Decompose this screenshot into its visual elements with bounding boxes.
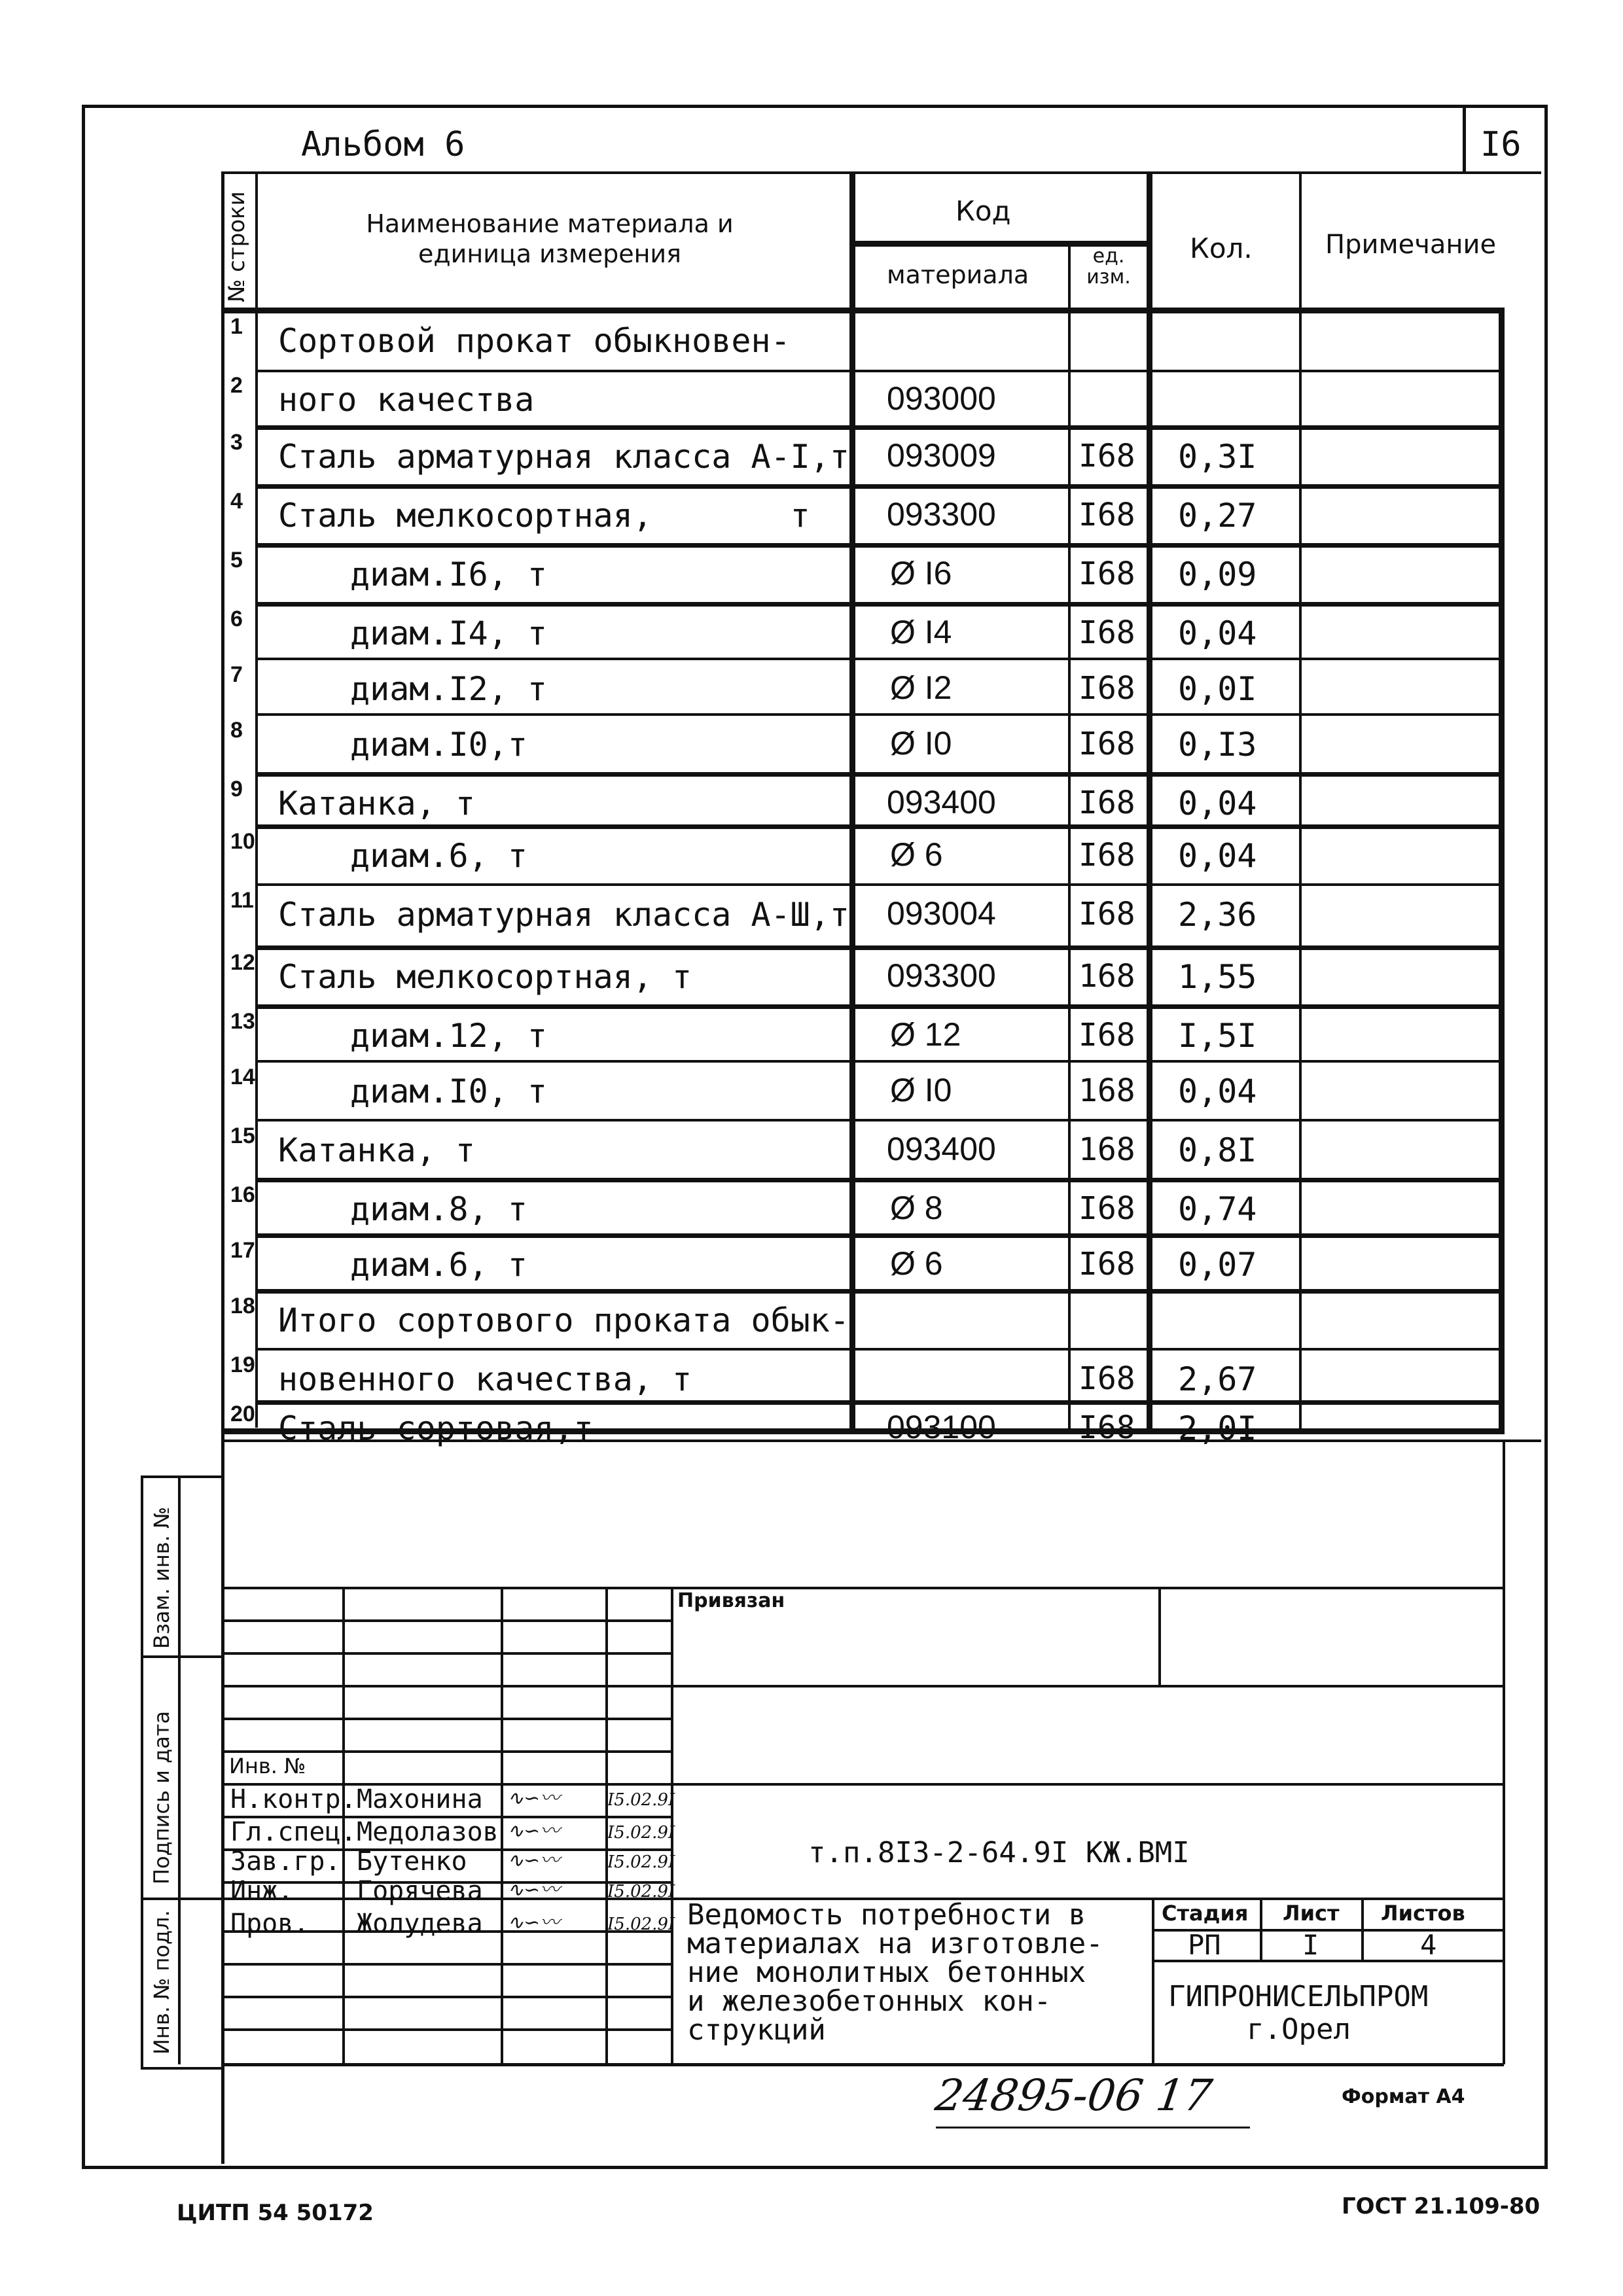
org-city: г.Орел bbox=[1247, 2013, 1351, 2046]
row-number: 5 bbox=[230, 548, 243, 573]
row-qty: 0,04 bbox=[1178, 1072, 1257, 1110]
row-qty: 2,67 bbox=[1178, 1360, 1257, 1398]
doc-title-line-5: струкций bbox=[687, 2013, 826, 2047]
signer-name: Махонина bbox=[357, 1784, 483, 1814]
row-separator bbox=[255, 824, 1502, 829]
doc-title bbox=[687, 1898, 1103, 2047]
row-number: 16 bbox=[230, 1182, 255, 1207]
row-name: Катанка, т bbox=[278, 1131, 476, 1169]
doc-title-line-1: Ведомость потребности в bbox=[687, 1898, 1086, 1932]
signature-mark: ∿∽〰 bbox=[507, 1911, 560, 1934]
row-unit: I68 bbox=[1079, 785, 1135, 821]
stamp-top-line bbox=[221, 1439, 1541, 1442]
signer-date: I5.02.9I bbox=[607, 1790, 675, 1810]
stamp-line-e bbox=[221, 1718, 671, 1720]
stamp-line-d bbox=[221, 1685, 1504, 1687]
header-code-unit: ед. изм. bbox=[1086, 245, 1131, 289]
row-name: диам.8, т bbox=[350, 1190, 527, 1228]
stamp-line-m bbox=[221, 1963, 671, 1966]
row-name: Катанка, т bbox=[278, 785, 476, 822]
row-number: 7 bbox=[230, 662, 243, 687]
signer-name: Жолудева bbox=[357, 1909, 483, 1939]
row-name: диам.I4, т bbox=[350, 614, 548, 652]
signer-role: Зав.гр. bbox=[230, 1846, 341, 1877]
row-qty: 0,04 bbox=[1178, 837, 1257, 875]
row-name: диам.I2, т bbox=[350, 670, 548, 708]
col-sep-note bbox=[1299, 171, 1302, 1431]
row-separator bbox=[255, 1060, 1502, 1063]
row-name: Сталь арматурная класса А-I,т bbox=[278, 438, 849, 476]
row-qty: 0,0I bbox=[1178, 670, 1257, 708]
side-label-inv: Инв. № подл. bbox=[149, 1910, 174, 2055]
header-code-material: материала bbox=[887, 260, 1029, 289]
row-qty: 0,27 bbox=[1178, 497, 1257, 535]
row-code: 093400 bbox=[887, 784, 996, 821]
footer-left: ЦИТП 54 50172 bbox=[177, 2200, 374, 2226]
row-code: Ø 6 bbox=[890, 1245, 943, 1282]
stamp-line-c bbox=[221, 1652, 671, 1655]
row-number: 20 bbox=[230, 1402, 255, 1426]
side-label-podpis: Подпись и дата bbox=[149, 1710, 174, 1884]
row-separator bbox=[255, 543, 1502, 548]
row-code: 093004 bbox=[887, 895, 996, 932]
album-label: Альбом 6 bbox=[301, 125, 465, 164]
row-separator bbox=[255, 1004, 1502, 1009]
row-separator bbox=[255, 1178, 1502, 1182]
row-code: Ø I4 bbox=[890, 614, 952, 650]
row-unit: I68 bbox=[1079, 1017, 1135, 1053]
row-unit: 168 bbox=[1079, 1072, 1135, 1109]
signature-mark: ∿∽〰 bbox=[507, 1849, 560, 1872]
row-number: 9 bbox=[230, 777, 243, 802]
row-qty: 0,09 bbox=[1178, 556, 1257, 593]
row-code: 093300 bbox=[887, 496, 996, 533]
row-unit: I68 bbox=[1079, 497, 1135, 533]
format-label: Формат А4 bbox=[1342, 2085, 1465, 2108]
signer-date: I5.02.9I bbox=[607, 1915, 675, 1934]
row-separator bbox=[255, 945, 1502, 950]
row-separator bbox=[255, 713, 1502, 716]
row-unit: I68 bbox=[1079, 1246, 1135, 1282]
privyazan-label: Привязан bbox=[677, 1589, 785, 1612]
row-code: Ø I6 bbox=[890, 555, 952, 592]
stamp-col-privyazan bbox=[1158, 1587, 1161, 1685]
row-number: 6 bbox=[230, 607, 243, 631]
header-note: Примечание bbox=[1325, 230, 1497, 260]
row-code: 093000 bbox=[887, 380, 996, 417]
side-label-vzam: Взам. инв. № bbox=[149, 1506, 174, 1649]
row-separator bbox=[255, 658, 1502, 660]
signature-mark: ∿∽〰 bbox=[507, 1879, 560, 1901]
row-unit: I68 bbox=[1079, 1190, 1135, 1227]
doc-title-line-4: и железобетонных кон- bbox=[687, 1985, 1052, 2018]
col-sep-unit bbox=[1068, 243, 1071, 1431]
row-name: диам.I0, т bbox=[350, 1072, 548, 1110]
sheets-value: 4 bbox=[1420, 1929, 1437, 1961]
handwritten-number: 24895-06 17 bbox=[932, 2070, 1215, 2121]
row-code: Ø I0 bbox=[890, 1072, 952, 1108]
stamp-col-stage bbox=[1152, 1898, 1154, 2063]
row-name: новенного качества, т bbox=[278, 1360, 692, 1398]
row-unit: I68 bbox=[1079, 837, 1135, 874]
table-bottom-line bbox=[221, 1428, 1505, 1434]
row-unit: I68 bbox=[1079, 1360, 1135, 1397]
row-qty: 0,I3 bbox=[1178, 726, 1257, 764]
row-name: диам.I6, т bbox=[350, 556, 548, 593]
signer-date: I5.02.9I bbox=[607, 1852, 675, 1872]
row-name: Сталь мелкосортная, т bbox=[278, 958, 692, 996]
stamp-bottom-line bbox=[221, 2063, 1504, 2066]
row-number: 1 bbox=[230, 314, 243, 339]
stamp-line-b bbox=[221, 1619, 671, 1622]
row-name: Сталь арматурная класса А-Ш,т bbox=[278, 896, 849, 934]
handwritten-underline bbox=[936, 2127, 1250, 2128]
sheets-label: Листов bbox=[1381, 1901, 1465, 1926]
side-strip-sep2 bbox=[141, 1898, 221, 1900]
row-name: диам.6, т bbox=[350, 837, 527, 875]
row-number: 11 bbox=[230, 888, 254, 913]
row-unit: I68 bbox=[1079, 726, 1135, 762]
row-number: 14 bbox=[230, 1065, 255, 1089]
row-qty: 1,55 bbox=[1178, 958, 1257, 996]
header-bottom-line bbox=[221, 308, 1505, 313]
row-separator bbox=[255, 484, 1502, 489]
row-separator bbox=[255, 1400, 1502, 1405]
row-separator bbox=[255, 1348, 1502, 1351]
row-qty: 0,3I bbox=[1178, 438, 1257, 476]
row-name: диам.6, т bbox=[350, 1246, 527, 1284]
row-number: 12 bbox=[230, 950, 255, 975]
sheet-label: Лист bbox=[1283, 1901, 1340, 1926]
row-code: 093009 bbox=[887, 437, 996, 474]
row-separator bbox=[255, 1233, 1502, 1238]
row-number: 4 bbox=[230, 489, 243, 514]
row-separator bbox=[255, 1119, 1502, 1122]
header-code: Код bbox=[955, 195, 1011, 227]
inv-no-label: Инв. № bbox=[229, 1754, 306, 1778]
row-number: 17 bbox=[230, 1238, 255, 1263]
row-qty: 0,04 bbox=[1178, 785, 1257, 822]
row-qty: 2,0I bbox=[1178, 1409, 1257, 1447]
row-name: Сталь сортовая,т bbox=[278, 1409, 594, 1447]
signer-role: Инж. bbox=[230, 1876, 294, 1906]
row-separator bbox=[255, 370, 1502, 372]
stamp-line-f bbox=[221, 1750, 671, 1753]
table-right-border bbox=[1499, 308, 1505, 1434]
row-code: Ø I2 bbox=[890, 669, 952, 706]
row-unit: I68 bbox=[1079, 614, 1135, 651]
row-name: Сортовой прокат обыкновен- bbox=[278, 322, 791, 360]
footer-right: ГОСТ 21.109-80 bbox=[1342, 2193, 1541, 2219]
stamp-line-n bbox=[221, 1996, 671, 1998]
row-separator bbox=[255, 1289, 1502, 1294]
row-unit: 168 bbox=[1079, 958, 1135, 995]
row-number: 18 bbox=[230, 1294, 255, 1318]
stage-col-a bbox=[1260, 1898, 1262, 1960]
row-qty: 2,36 bbox=[1178, 896, 1257, 934]
row-code: 093300 bbox=[887, 957, 996, 994]
row-name: Итого сортового проката обык- bbox=[278, 1301, 849, 1339]
header-name-text: Наименование материала и единица измерения bbox=[366, 209, 734, 268]
row-number: 19 bbox=[230, 1352, 255, 1377]
row-number: 8 bbox=[230, 718, 243, 743]
signer-role: Н.контр. bbox=[230, 1784, 357, 1814]
doc-title-line-2: материалах на изготовле- bbox=[687, 1927, 1103, 1960]
row-code: 093100 bbox=[887, 1409, 996, 1445]
row-qty: 0,04 bbox=[1178, 614, 1257, 652]
row-qty: 0,8I bbox=[1178, 1131, 1257, 1169]
row-unit: I68 bbox=[1079, 1409, 1135, 1446]
row-qty: I,5I bbox=[1178, 1017, 1257, 1055]
col-sep-qty bbox=[1147, 171, 1152, 1434]
stage-value: РП bbox=[1188, 1929, 1221, 1961]
row-separator bbox=[255, 425, 1502, 430]
doc-title-line-3: ние монолитных бетонных bbox=[687, 1956, 1086, 1989]
row-separator bbox=[255, 883, 1502, 886]
sheet-value: I bbox=[1302, 1929, 1319, 1961]
row-qty: 0,07 bbox=[1178, 1246, 1257, 1284]
row-code: 093400 bbox=[887, 1131, 996, 1167]
row-unit: I68 bbox=[1079, 670, 1135, 707]
stamp-col-2 bbox=[501, 1587, 503, 2064]
header-top-line bbox=[221, 171, 1541, 174]
signer-role: Пров. bbox=[230, 1909, 310, 1939]
header-row-no: № строки bbox=[224, 191, 250, 302]
stamp-right-border bbox=[1503, 1439, 1505, 2064]
row-code: Ø 6 bbox=[890, 836, 943, 873]
org-name: ГИПРОНИСЕЛЬПРОМ bbox=[1168, 1980, 1429, 2013]
row-name: ного качества bbox=[278, 381, 535, 419]
row-name: диам.12, т bbox=[350, 1017, 548, 1055]
side-strip-inner bbox=[178, 1475, 181, 2064]
header-name bbox=[321, 209, 779, 269]
row-number: 3 bbox=[230, 430, 243, 455]
row-unit: I68 bbox=[1079, 896, 1135, 932]
row-unit: I68 bbox=[1079, 438, 1135, 474]
row-code: Ø 12 bbox=[890, 1016, 961, 1053]
side-strip-sep1 bbox=[141, 1655, 221, 1658]
row-number: 10 bbox=[230, 829, 255, 854]
row-qty: 0,74 bbox=[1178, 1190, 1257, 1228]
row-name: Сталь мелкосортная, т bbox=[278, 497, 810, 535]
row-name: диам.I0,т bbox=[350, 726, 527, 764]
row-separator bbox=[255, 602, 1502, 607]
signer-name: Горячева bbox=[357, 1876, 483, 1906]
col-sep-code bbox=[849, 171, 855, 1434]
stamp-line-o bbox=[221, 2028, 671, 2031]
row-number: 2 bbox=[230, 373, 243, 398]
signer-name: Медолазов bbox=[357, 1817, 499, 1847]
row-unit: 168 bbox=[1079, 1131, 1135, 1168]
sheet-number: I6 bbox=[1480, 125, 1522, 164]
row-separator bbox=[255, 772, 1502, 777]
signer-name: Бутенко bbox=[357, 1846, 467, 1877]
doc-code: т.п.8I3-2-64.9I КЖ.ВМI bbox=[808, 1836, 1190, 1869]
signature-mark: ∿∽〰 bbox=[507, 1787, 560, 1810]
header-qty: Кол. bbox=[1190, 232, 1253, 264]
stamp-line-a bbox=[221, 1587, 1504, 1589]
signer-role: Гл.спец. bbox=[230, 1817, 357, 1847]
stage-col-b bbox=[1361, 1898, 1364, 1960]
row-code: Ø I0 bbox=[890, 725, 952, 762]
col-sep-rownum bbox=[255, 171, 258, 1428]
signature-mark: ∿∽〰 bbox=[507, 1820, 560, 1843]
signer-date: I5.02.9I bbox=[607, 1823, 675, 1843]
signer-date: I5.02.9I bbox=[607, 1882, 675, 1901]
row-code: Ø 8 bbox=[890, 1190, 943, 1226]
stage-label: Стадия bbox=[1162, 1901, 1249, 1926]
row-unit: I68 bbox=[1079, 556, 1135, 592]
row-number: 13 bbox=[230, 1009, 255, 1034]
row-number: 15 bbox=[230, 1123, 255, 1148]
